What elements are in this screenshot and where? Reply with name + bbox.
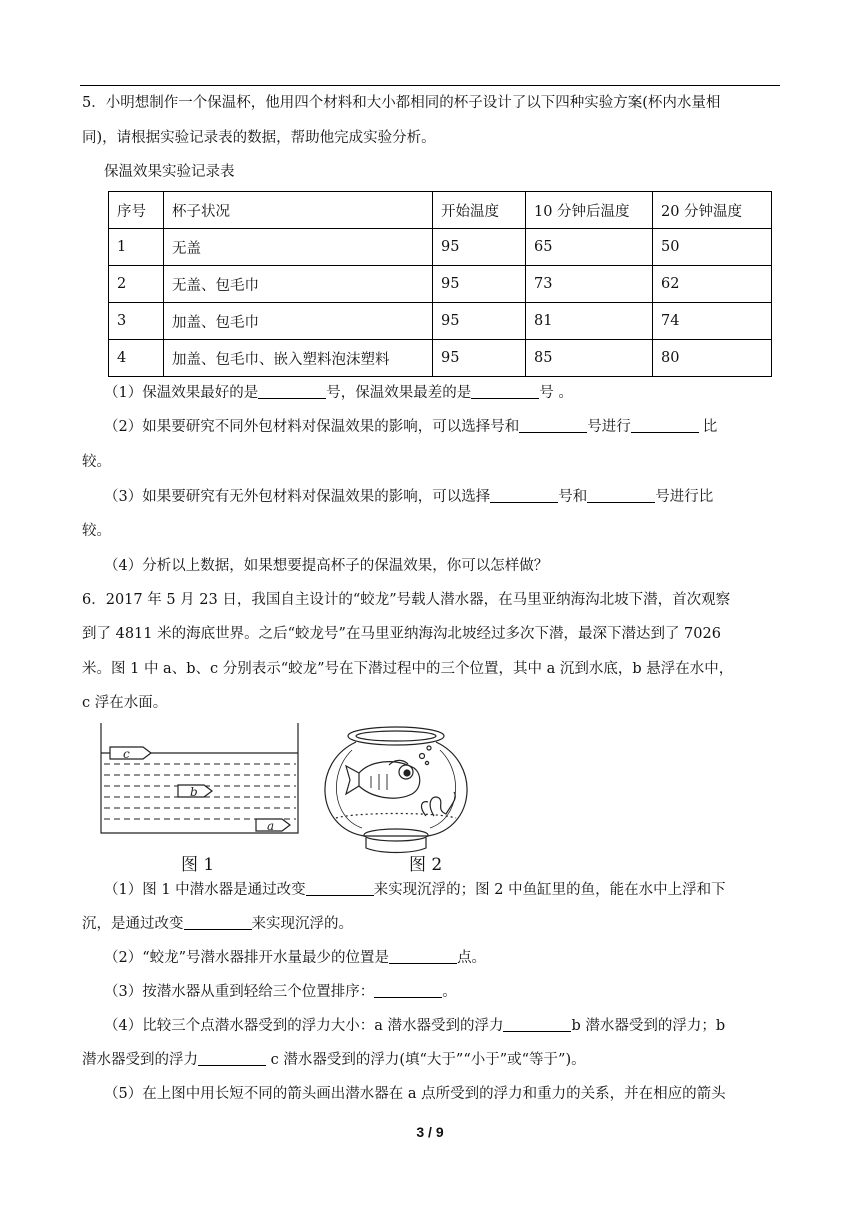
table-cell: 3 [109,303,164,340]
table-header-cell: 序号 [109,192,164,229]
table-cell: 1 [109,229,164,266]
table-header-cell: 20 分钟温度 [653,192,772,229]
answer-blank[interactable] [631,418,699,433]
q5-sub2-text-b: 号进行 [587,419,631,435]
figure-1-caption: 图 1 [181,855,215,875]
q6-sub5: （5）在上图中用长短不同的箭头画出潜水器在 a 点所受到的浮力和重力的关系，并在相应的箭头 [104,1086,726,1102]
table-cell: 无盖 [164,229,433,266]
table-cell: 81 [526,303,653,340]
q6-sub1-text-a: （1）图 1 中潜水器是通过改变 [104,882,306,898]
q5-sub2-text-a: （2）如果要研究不同外包材料对保温效果的影响，可以选择号和 [104,419,520,435]
answer-blank[interactable] [258,384,326,399]
q6-intro-line-2: 到了 4811 米的海底世界。之后“蛟龙号”在马里亚纳海沟北坡经过多次下潜，最深下潜达到了 7026 [82,626,721,642]
table-cell: 4 [109,340,164,377]
table-header-cell: 开始温度 [433,192,526,229]
q6-sub4 [82,1016,804,1036]
table-cell: 无盖、包毛巾 [164,266,433,303]
q6-sub2-text-b: 点。 [457,950,487,966]
header-rule [80,85,780,86]
q5-intro-line-2: 同)，请根据实验记录表的数据，帮助他完成实验分析。 [82,130,436,146]
answer-blank[interactable] [389,949,457,964]
q6-sub2 [82,948,804,968]
table-row [109,340,772,377]
q5-sub1-text-c: 号 。 [539,385,573,401]
q5-sub3-text-a: （3）如果要研究有无外包材料对保温效果的影响，可以选择 [104,489,491,505]
table-header-cell: 杯子状况 [164,192,433,229]
table-cell: 95 [433,303,526,340]
q5-sub3-text-c: 号进行比 [655,489,714,505]
q5-sub2-text-c: 比 [702,419,718,435]
table-cell: 95 [433,266,526,303]
q6-sub1-cont [82,914,782,934]
figure-illustrations [96,718,516,878]
q6-sub1-text-d: 来实现沉浮的。 [251,916,353,932]
table-cell: 95 [433,229,526,266]
figures [96,718,516,878]
q6-sub4-text-a: （4）比较三个点潜水器受到的浮力大小：a 潜水器受到的浮力 [104,1018,504,1034]
answer-blank[interactable] [198,1051,266,1066]
q6-intro-line-3: 米。图 1 中 a、b、c 分别表示“蛟龙”号在下潜过程中的三个位置，其中 a 沉到水底，b 悬浮在水中， [82,661,734,677]
q5-sub3 [82,487,804,507]
q6-sub1-text-c: 沉，是通过改变 [82,916,184,932]
table-cell: 73 [526,266,653,303]
q5-sub3-cont: 较。 [82,523,111,539]
q6-sub4-text-d: c 潜水器受到的浮力(填“大于”“小于”或“等于”)。 [266,1052,586,1068]
page-number: 3 / 9 [416,1124,444,1140]
q5-sub2 [82,417,804,437]
table-cell: 加盖、包毛巾 [164,303,433,340]
figure-2-fishbowl [325,727,467,853]
position-label-a: a [267,819,275,833]
table-cell: 65 [526,229,653,266]
table-cell: 加盖、包毛巾、嵌入塑料泡沫塑料 [164,340,433,377]
table-cell: 80 [653,340,772,377]
table-cell: 50 [653,229,772,266]
answer-blank[interactable] [374,983,442,998]
q6-intro-line-4: c 浮在水面。 [82,695,168,711]
table-cell: 2 [109,266,164,303]
table-row [109,229,772,266]
q6-sub3-text-b: 。 [442,984,457,1000]
q6-sub3 [82,982,804,1002]
answer-blank[interactable] [471,384,539,399]
table-header-cell: 10 分钟后温度 [526,192,653,229]
answer-blank[interactable] [306,881,374,896]
q6-sub4-cont [82,1050,782,1070]
q6-sub4-text-b: b 潜水器受到的浮力；b [571,1018,726,1034]
table-cell: 62 [653,266,772,303]
position-label-c: c [123,747,130,761]
table-cell: 85 [526,340,653,377]
answer-blank[interactable] [490,488,558,503]
answer-blank[interactable] [184,915,252,930]
q6-sub1-text-b: 来实现沉浮的；图 2 中鱼缸里的鱼，能在水中上浮和下 [373,882,726,898]
q6-sub4-text-c: 潜水器受到的浮力 [82,1052,198,1068]
q6-sub3-text-a: （3）按潜水器从重到轻给三个位置排序： [104,984,375,1000]
q5-sub2-cont: 较。 [82,454,111,470]
figure-1-tank [101,723,298,833]
answer-blank[interactable] [587,488,655,503]
table-row [109,266,772,303]
answer-blank[interactable] [519,418,587,433]
q5-sub1-text-a: （1）保温效果最好的是 [104,385,259,401]
submersible-c [110,747,151,759]
q6-intro-line-1: 6．2017 年 5 月 23 日，我国自主设计的“蛟龙”号载人潜水器，在马里亚纳海沟北坡下潜，首次观察 [82,592,731,608]
table-header-row [109,192,772,229]
q5-sub1 [82,383,804,403]
insulation-record-table [108,191,772,377]
q5-table-title: 保温效果实验记录表 [104,164,235,180]
q5-sub3-text-b: 号和 [558,489,588,505]
q6-sub2-text-a: （2）“蛟龙”号潜水器排开水量最少的位置是 [104,950,390,966]
q5-intro-line-1: 5．小明想制作一个保温杯，他用四个材料和大小都相同的杯子设计了以下四种实验方案(杯内水量相 [82,95,721,111]
answer-blank[interactable] [503,1017,571,1032]
table-row [109,303,772,340]
q6-sub1 [82,880,804,900]
q5-sub4: （4）分析以上数据，如果想要提高杯子的保温效果，你可以怎样做？ [104,558,549,574]
figure-2-caption: 图 2 [409,855,443,875]
table-cell: 95 [433,340,526,377]
table-cell: 74 [653,303,772,340]
position-label-b: b [190,785,198,799]
q5-sub1-text-b: 号，保温效果最差的是 [326,385,472,401]
